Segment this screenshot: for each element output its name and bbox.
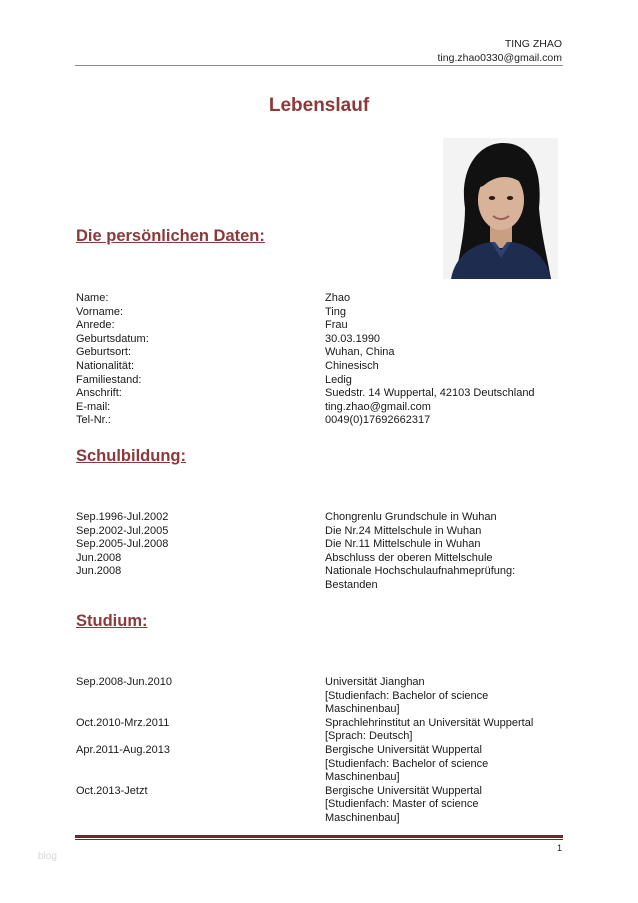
- personal-row-address: [76, 387, 566, 401]
- school-row: [76, 525, 566, 539]
- row-value: [325, 717, 566, 744]
- personal-row-phone: [76, 414, 566, 428]
- study-row: [76, 717, 566, 744]
- row-value: Zhao: [325, 292, 351, 304]
- row-value: Ting: [325, 305, 346, 318]
- personal-data-heading: Die persönlichen Daten:: [76, 227, 265, 245]
- row-value-line: [Studienfach: Bachelor of science: [325, 757, 489, 770]
- row-label: Geburtsort:: [76, 346, 132, 359]
- row-value: Chinesisch: [325, 359, 379, 372]
- row-value-line: [Studienfach: Bachelor of science: [325, 689, 489, 702]
- header-email: ting.zhao0330@gmail.com: [437, 52, 562, 64]
- footer-divider: [75, 835, 563, 838]
- header-divider: [75, 65, 563, 66]
- row-value: Frau: [325, 319, 348, 332]
- school-heading: Schulbildung:: [76, 447, 186, 465]
- row-label: Nationalität:: [76, 359, 135, 372]
- row-label: Sep.2002-Jul.2005: [76, 524, 169, 537]
- school-row: [76, 538, 566, 552]
- row-label: Jun.2008: [76, 565, 122, 578]
- row-value-line: Bergische Universität Wuppertal: [325, 743, 482, 756]
- personal-row-salutation: [76, 319, 566, 333]
- row-value-line: Maschinenbau]: [325, 703, 400, 716]
- row-value-line: Maschinenbau]: [325, 811, 400, 824]
- row-label: Name:: [76, 292, 109, 304]
- personal-data-list: [76, 292, 566, 428]
- row-value: [325, 744, 566, 785]
- row-label: Sep.2008-Jun.2010: [76, 676, 173, 688]
- personal-row-birthdate: [76, 333, 566, 347]
- school-list: [76, 511, 566, 593]
- row-value: Chongrenlu Grundschule in Wuhan: [325, 511, 497, 523]
- row-label: Jun.2008: [76, 551, 122, 564]
- row-value: Wuhan, China: [325, 346, 395, 359]
- watermark: blog: [38, 851, 57, 862]
- profile-photo: [443, 138, 558, 279]
- personal-row-birthplace: [76, 346, 566, 360]
- personal-row-name: [76, 292, 566, 306]
- row-value: [325, 565, 566, 592]
- personal-row-first-name: [76, 306, 566, 320]
- row-label: Anrede:: [76, 319, 115, 332]
- study-heading: Studium:: [76, 612, 148, 630]
- row-label: E-mail:: [76, 400, 111, 413]
- row-value: [325, 676, 566, 717]
- study-row: [76, 676, 566, 717]
- row-value: [325, 785, 566, 826]
- row-value-line: Maschinenbau]: [325, 771, 400, 784]
- row-value-line: Sprachlehrinstitut an Universität Wuppertal: [325, 716, 534, 729]
- personal-row-email: [76, 401, 566, 415]
- row-label: Geburtsdatum:: [76, 332, 149, 345]
- personal-row-nationality: [76, 360, 566, 374]
- row-label: Vorname:: [76, 305, 124, 318]
- row-value: Ledig: [325, 373, 352, 386]
- row-label: Tel-Nr.:: [76, 414, 111, 427]
- row-value-line: [Studienfach: Master of science: [325, 798, 479, 811]
- school-row: [76, 552, 566, 566]
- school-row: [76, 511, 566, 525]
- row-label: Oct.2010-Mrz.2011: [76, 716, 170, 729]
- row-label: Anschrift:: [76, 387, 122, 400]
- school-row: [76, 565, 566, 592]
- row-value-line: [Sprach: Deutsch]: [325, 730, 413, 743]
- row-value-line: Bergische Universität Wuppertal: [325, 784, 482, 797]
- study-row: [76, 744, 566, 785]
- row-value: Die Nr.11 Mittelschule in Wuhan: [325, 538, 481, 551]
- row-label: Oct.2013-Jetzt: [76, 784, 148, 797]
- row-value-line: Nationale Hochschulaufnahmeprüfung:: [325, 565, 516, 578]
- study-row: [76, 785, 566, 826]
- row-label: Familiestand:: [76, 373, 142, 386]
- row-label: Sep.2005-Jul.2008: [76, 538, 169, 551]
- row-value: 30.03.1990: [325, 332, 381, 345]
- row-value: 0049(0)17692662317: [325, 414, 431, 427]
- header-name: TING ZHAO: [504, 38, 562, 50]
- row-value: ting.zhao@gmail.com: [325, 400, 431, 413]
- row-value-line: Bestanden: [325, 578, 378, 591]
- row-value-line: Universität Jianghan: [325, 676, 425, 688]
- profile-photo-illustration: [443, 138, 558, 279]
- footer-divider-thin: [75, 839, 563, 840]
- document-title: Lebenslauf: [268, 95, 370, 116]
- row-value: Die Nr.24 Mittelschule in Wuhan: [325, 524, 482, 537]
- personal-row-marital-status: [76, 374, 566, 388]
- row-label: Apr.2011-Aug.2013: [76, 743, 170, 756]
- row-value: Abschluss der oberen Mittelschule: [325, 551, 493, 564]
- page-number: 1: [556, 843, 562, 853]
- row-label: Sep.1996-Jul.2002: [76, 511, 169, 523]
- row-value: Suedstr. 14 Wuppertal, 42103 Deutschland: [325, 387, 535, 400]
- study-list: [76, 676, 566, 826]
